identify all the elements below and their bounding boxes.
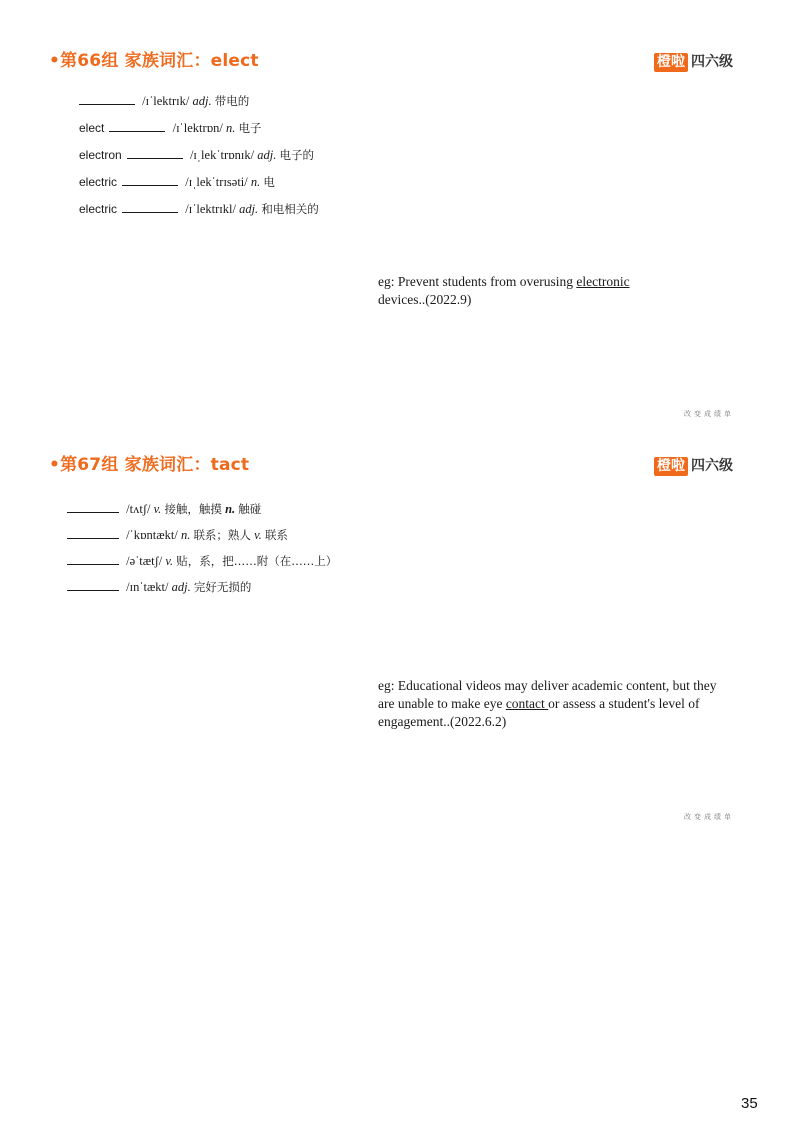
footer-watermark: 改变成绩单	[684, 813, 734, 821]
part-of-speech: adj.	[171, 580, 191, 594]
answer-blank	[79, 93, 135, 105]
meaning: 电	[263, 175, 275, 189]
example-sentence	[378, 677, 718, 731]
phonetic: /tʌtʃ/	[126, 502, 151, 516]
example-highlight: electronic	[576, 274, 630, 289]
answer-blank	[67, 553, 119, 565]
page-number: 35	[741, 1095, 758, 1112]
phonetic: /ɪˌlekˈtrɪsəti/	[185, 175, 248, 189]
vocab-entry	[79, 201, 319, 217]
answer-blank	[67, 527, 119, 539]
example-text: or assess a student's level of engagement..(2022.6.2)	[378, 696, 700, 729]
brand-level: 四六级	[691, 458, 733, 474]
section-title: •第67组 家族词汇：tact	[49, 455, 250, 475]
phonetic: /ɪˌlekˈtrɒnɪk/	[189, 148, 255, 162]
vocab-entry	[79, 174, 275, 190]
meaning: 联系；熟人	[193, 528, 251, 542]
brand-tag: 橙啦	[654, 457, 688, 476]
meaning: 接触，触摸	[164, 502, 222, 516]
meaning: 带电的	[214, 94, 250, 108]
meaning: 完好无损的	[193, 580, 252, 594]
part-of-speech: v.	[254, 528, 262, 542]
example-sentence	[378, 273, 678, 309]
answer-blank	[127, 147, 183, 159]
part-of-speech: n.	[225, 502, 236, 516]
phonetic: /ɪnˈtækt/	[126, 580, 169, 594]
word-stem: electric	[79, 202, 118, 216]
part-of-speech: n.	[250, 175, 261, 189]
example-text: eg: Prevent students from overusing	[378, 274, 577, 289]
part-of-speech: v.	[153, 502, 162, 516]
phonetic: /ɪˈlektrɒn/	[172, 121, 223, 135]
word-stem: electric	[79, 175, 118, 189]
part-of-speech: n.	[226, 121, 236, 135]
part-of-speech: adj.	[192, 94, 212, 108]
example-text: eg: Educational videos may deliver academic content, but they are unable to make eye	[378, 678, 717, 711]
part-of-speech: adj.	[257, 148, 277, 162]
vocab-entry	[79, 120, 262, 136]
footer-watermark: 改变成绩单	[684, 410, 734, 418]
meaning: 电子的	[279, 148, 314, 162]
part-of-speech: n.	[180, 528, 191, 542]
answer-blank	[122, 174, 178, 186]
phonetic: /ɪˈlektrɪk/	[142, 94, 190, 108]
answer-blank	[67, 501, 119, 513]
vocab-entry	[67, 579, 251, 595]
vocab-entry	[67, 527, 288, 543]
answer-blank	[109, 120, 165, 132]
example-text: devices..(2022.9)	[378, 292, 472, 307]
phonetic: /ɪˈlektrɪkl/	[185, 202, 236, 216]
word-stem: electron	[79, 148, 122, 162]
meaning: 联系	[264, 528, 288, 542]
brand-level: 四六级	[691, 54, 733, 70]
brand-tag: 橙啦	[654, 53, 688, 72]
example-highlight: contact	[505, 696, 549, 711]
meaning: 贴，系，把……附（在……上）	[176, 554, 338, 568]
part-of-speech: adj.	[239, 202, 259, 216]
answer-blank	[67, 579, 119, 591]
section-title: •第66组 家族词汇：elect	[49, 51, 259, 71]
meaning: 电子	[238, 121, 262, 135]
part-of-speech: v.	[165, 554, 174, 568]
phonetic: /ˈkɒntækt/	[126, 528, 178, 542]
brand-logo	[654, 457, 733, 476]
vocab-entry	[79, 93, 249, 109]
meaning: 和电相关的	[261, 202, 319, 216]
meaning: 触碰	[238, 502, 262, 516]
brand-logo	[654, 53, 733, 72]
vocab-entry	[67, 501, 261, 517]
phonetic: /əˈtætʃ/	[126, 554, 163, 568]
vocab-entry	[67, 553, 337, 569]
vocab-entry	[79, 147, 314, 163]
answer-blank	[122, 201, 178, 213]
word-stem: elect	[79, 121, 105, 135]
